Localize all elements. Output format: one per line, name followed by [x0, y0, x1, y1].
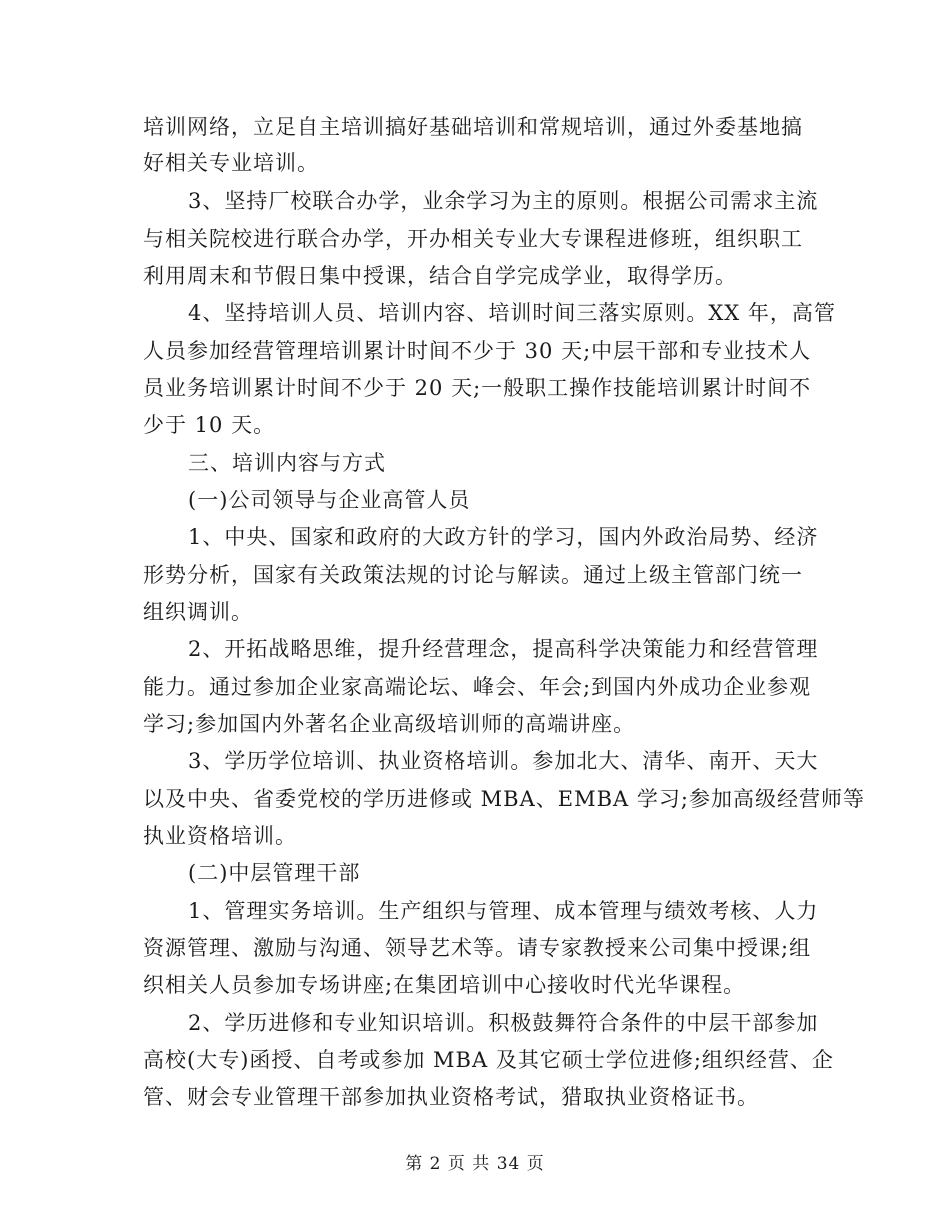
- text-line: 员业务培训累计时间不少于 20 天;一般职工操作技能培训累计时间不: [143, 376, 812, 400]
- text-line: 执业资格培训。: [143, 824, 297, 848]
- text-line: 学习;参加国内外著名企业高级培训师的高端讲座。: [143, 712, 636, 736]
- text-line: 利用周末和节假日集中授课，结合自学完成学业，取得学历。: [143, 264, 737, 288]
- text-line: 2、学历进修和专业知识培训。积极鼓舞符合条件的中层干部参加: [188, 1011, 819, 1035]
- text-line: 少于 10 天。: [143, 413, 276, 437]
- text-line: 3、坚持厂校联合办学，业余学习为主的原则。根据公司需求主流: [188, 189, 819, 213]
- text-line: 1、中央、国家和政府的大政方针的学习，国内外政治局势、经济: [188, 525, 819, 549]
- text-line: 形势分析，国家有关政策法规的讨论与解读。通过上级主管部门统一: [143, 563, 803, 587]
- section-heading: 三、培训内容与方式: [188, 451, 386, 475]
- page-footer: [0, 1152, 950, 1176]
- text-line: 培训网络，立足自主培训搞好基础培训和常规培训，通过外委基地搞: [143, 115, 803, 139]
- text-line: 以及中央、省委党校的学历进修或 MBA、EMBA 学习;参加高级经营师等: [143, 787, 865, 811]
- text-line: 资源管理、激励与沟通、领导艺术等。请专家教授来公司集中授课;组: [143, 936, 812, 960]
- text-line: 能力。通过参加企业家高端论坛、峰会、年会;到国内外成功企业参观: [143, 675, 812, 699]
- text-line: 管、财会专业管理干部参加执业资格考试，猎取执业资格证书。: [143, 1085, 759, 1109]
- text-line: 人员参加经营管理培训累计时间不少于 30 天;中层干部和专业技术人: [143, 339, 812, 363]
- text-line: 3、学历学位培训、执业资格培训。参加北大、清华、南开、天大: [188, 749, 819, 773]
- text-line: 织相关人员参加专场讲座;在集团培训中心接收时代光华课程。: [143, 973, 746, 997]
- text-line: 高校(大专)函授、自考或参加 MBA 及其它硕士学位进修;组织经营、企: [143, 1048, 834, 1072]
- subsection-heading: (二)中层管理干部: [188, 861, 361, 885]
- text-line: 4、坚持培训人员、培训内容、培训时间三落实原则。XX 年，高管: [188, 301, 836, 325]
- text-line: 1、管理实务培训。生产组织与管理、成本管理与绩效考核、人力: [188, 899, 819, 923]
- page-number: 第 2 页 共 34 页: [405, 1154, 545, 1174]
- text-line: 与相关院校进行联合办学，开办相关专业大专课程进修班，组织职工: [143, 227, 803, 251]
- text-line: 2、开拓战略思维，提升经营理念，提高科学决策能力和经营管理: [188, 637, 819, 661]
- text-line: 组织调训。: [143, 600, 253, 624]
- subsection-heading: (一)公司领导与企业高管人员: [188, 488, 471, 512]
- text-line: 好相关专业培训。: [143, 151, 319, 175]
